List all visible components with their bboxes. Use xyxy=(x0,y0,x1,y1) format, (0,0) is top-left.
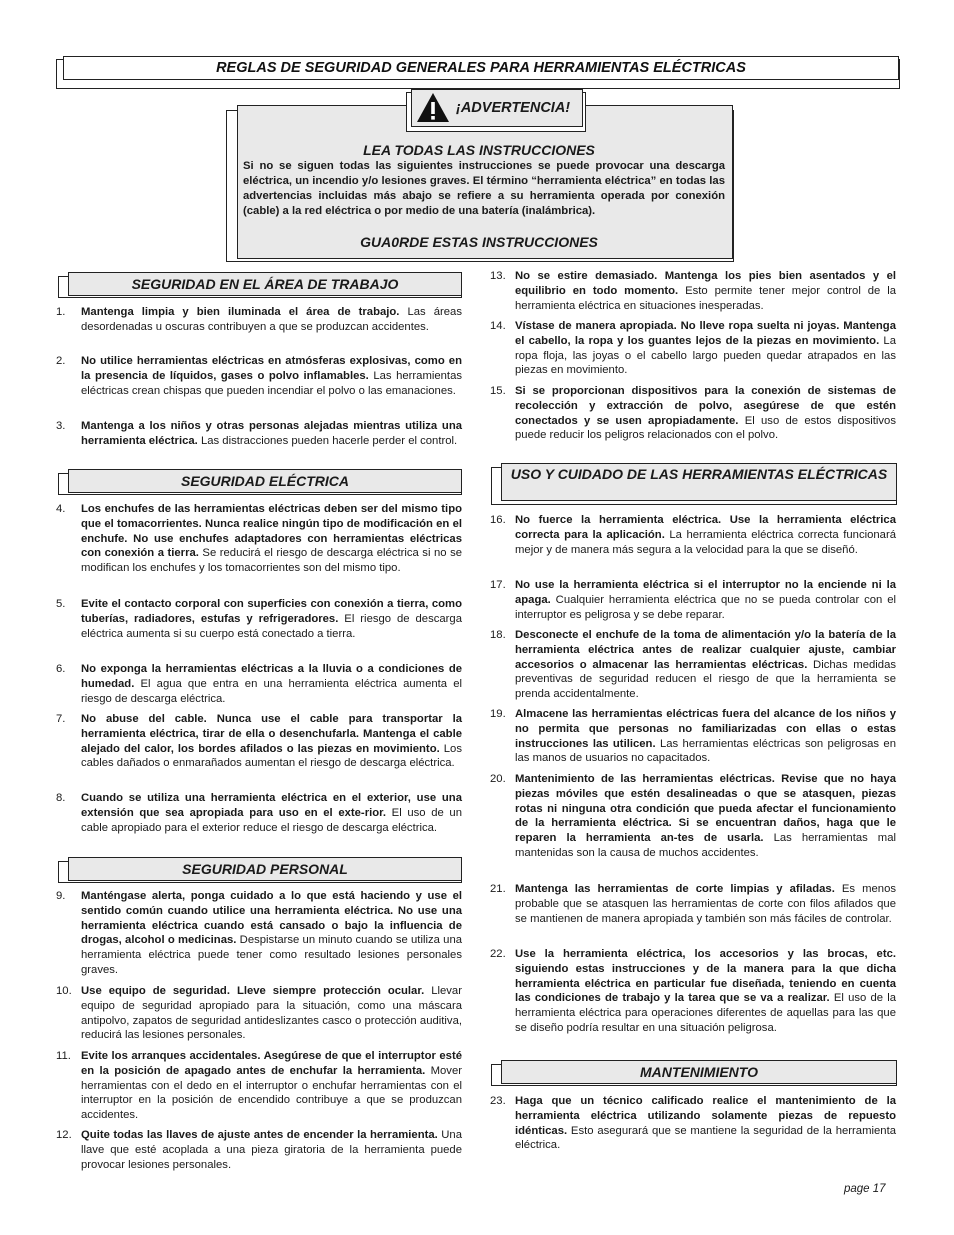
item-text: Las distracciones pueden hacerle perder el control. xyxy=(197,434,458,447)
item-text: La herramienta eléctrica correcta funcionará mejor y de manera más segura a la velocidad para la que se diseñó. xyxy=(515,528,896,556)
list-item xyxy=(56,419,462,449)
item-number: 18. xyxy=(490,629,506,641)
item-text: Esto permite tener mejor control de la herramienta eléctrica en situaciones inesperadas. xyxy=(515,284,897,312)
item-number: 6. xyxy=(56,663,66,675)
item-number: 10. xyxy=(56,985,72,997)
item-bold-text: Almacene las herramientas eléctricas fuera del alcance de los niños y no permita que personas no familiarizadas con ellas o estas instrucciones las utilicen. xyxy=(515,708,896,750)
item-text: Los cables dañados o enmarañados aumentan el riesgo de descarga eléctrica. xyxy=(81,742,462,770)
item-number: 16. xyxy=(490,514,506,526)
warning-heading: LEA TODAS LAS INSTRUCCIONES xyxy=(363,142,595,158)
item-number: 15. xyxy=(490,385,506,397)
item-text: Dichas medidas preventivas de seguridad reducen el riesgo de que la herramienta se prenda accidentalmente. xyxy=(515,658,897,701)
item-number: 23. xyxy=(490,1095,506,1107)
item-number: 4. xyxy=(56,503,66,515)
item-bold-text: Cuando se utiliza una herramienta eléctrica en el exterior, use una extensión que sea apropiada para uso en el exte-rior. xyxy=(81,792,462,819)
item-bold-text: Quite todas las llaves de ajuste antes de encender la herramienta. xyxy=(81,1129,438,1141)
list-item xyxy=(56,984,462,1043)
item-bold-text: Mantenimiento de las herramientas eléctricas. Revise que no haya piezas móviles que estén desalineadas o que se atasquen, piezas rotas ni ninguna otra condición que pueda afectar el funcionamiento de la herramienta eléctrica. Si se encuentran daños, haga que le reparen la herramienta an-tes de usarla. xyxy=(515,773,896,845)
item-number: 9. xyxy=(56,890,66,902)
list-item xyxy=(490,772,896,861)
item-number: 14. xyxy=(490,320,506,332)
item-text: El uso de estos dispositivos puede reducir los peligros relacionados con el polvo. xyxy=(515,414,896,442)
item-number: 2. xyxy=(56,355,66,367)
item-text: El riesgo de descarga eléctrica aumenta si su cuerpo está conectado a tierra. xyxy=(81,612,462,640)
item-text: Esto asegurará que se mantiene la seguridad de la herramienta eléctrica. xyxy=(515,1124,896,1152)
list-item xyxy=(490,707,896,766)
item-text: Mover herramientas con el dedo en el interruptor o enchufar herramientas con el interruptor en la posición de encendido contribuye a que se produzcan accidentes. xyxy=(81,1064,462,1122)
item-text: La ropa floja, las joyas o el cabello largo pueden quedar atrapados en las piezas en movimiento. xyxy=(515,334,896,377)
item-number: 11. xyxy=(56,1050,71,1062)
section-use-care xyxy=(491,463,897,501)
warning-label: ¡ADVERTENCIA! xyxy=(456,100,571,116)
item-text: Llevar equipo de seguridad apropiado para la situación, como una máscara antipolvo, zapatos de seguridad antideslizantes casco o protección auditiva, reducirá las lesiones personales. xyxy=(81,985,462,1042)
list-item xyxy=(490,882,896,926)
section-electrical xyxy=(58,469,462,491)
item-text: Despistarse un minuto cuando se utiliza una herramienta eléctrica puede tener como resultado lesiones personales graves. xyxy=(81,934,463,976)
item-number: 12. xyxy=(56,1129,72,1141)
list-item xyxy=(56,889,462,978)
list-item xyxy=(56,1049,462,1123)
section-title: USO Y CUIDADO DE LAS HERRAMIENTAS ELÉCTRICAS xyxy=(501,463,897,501)
section-personal xyxy=(58,857,462,879)
page-number: page 17 xyxy=(844,1183,886,1195)
item-text: Las herramientas eléctricas son peligrosas en las manos de usuarios no capacitados. xyxy=(515,737,896,765)
item-bold-text: Mantenga limpia y bien iluminada el área de trabajo. xyxy=(81,306,400,318)
list-item xyxy=(56,1128,462,1172)
item-bold-text: Los enchufes de las herramientas eléctricas deben ser del mismo tipo que el tomacorrientes. Nunca realice ningún tipo de modificación en el enchufe. No use enchufes adaptadores con herramientas eléctricas con conexión a tierra. xyxy=(81,503,462,560)
item-bold-text: Manténgase alerta, ponga cuidado a lo que está haciendo y use el sentido común cuando utilice una herramienta eléctrica. No use una herramienta eléctrica cuando está cansado o bajo la influencia de drogas, alcohol o medicinas. xyxy=(81,890,462,947)
list-item xyxy=(490,628,896,702)
item-bold-text: Si se proporcionan dispositivos para la conexión de sistemas de recolección y extracción de polvo, asegúrese de que estén conectados y se usen apropiadamente. xyxy=(515,385,896,427)
warning-tab xyxy=(406,92,586,132)
section-maintenance xyxy=(491,1060,897,1082)
list-item xyxy=(56,305,462,335)
list-item xyxy=(56,502,462,576)
item-bold-text: No exponga la herramientas eléctricas a la lluvia o a condiciones de humedad. xyxy=(81,663,462,690)
item-number: 3. xyxy=(56,420,66,432)
item-number: 1. xyxy=(56,306,66,318)
section-title: SEGURIDAD EN EL ÁREA DE TRABAJO xyxy=(68,272,462,296)
section-work-area xyxy=(58,272,462,294)
item-number: 8. xyxy=(56,792,66,804)
list-item xyxy=(56,791,462,835)
list-item xyxy=(490,384,896,443)
item-bold-text: No utilice herramientas eléctricas en atmósferas explosivas, como en la presencia de líquidos, gases o polvo inflamables. xyxy=(81,355,462,382)
item-text: Las herramientas mal mantenidas son la causa de muchos accidentes. xyxy=(515,832,896,859)
item-text: Cualquier herramienta eléctrica que no se pueda controlar con el interruptor es peligrosa y se debe reparar. xyxy=(515,593,896,621)
item-bold-text: Use equipo de seguridad. Lleve siempre protección ocular. xyxy=(81,985,425,997)
item-number: 7. xyxy=(56,713,66,725)
item-text: Se reducirá el riesgo de descarga eléctrica si no se modifican los enchufes y los tomacorrientes son del mismo tipo. xyxy=(81,547,462,575)
item-number: 20. xyxy=(490,773,506,785)
list-item xyxy=(56,597,462,641)
item-bold-text: No use la herramienta eléctrica si el interruptor no la enciende ni la apaga. xyxy=(515,579,896,606)
item-number: 21. xyxy=(490,883,506,895)
list-item xyxy=(490,319,896,378)
item-text: El uso de la herramienta eléctrica para operaciones diferentes de aquellas para las que se diseño podría resultar en una situación peligrosa. xyxy=(515,992,897,1034)
list-item xyxy=(490,578,896,622)
section-title: SEGURIDAD PERSONAL xyxy=(68,857,462,881)
item-number: 19. xyxy=(490,708,506,720)
item-bold-text: Vístase de manera apropiada. No lleve ropa suelta ni joyas. Mantenga el cabello, la ropa y los guantes lejos de la piezas en movimiento. xyxy=(515,320,896,347)
list-item xyxy=(490,947,896,1036)
item-text: El uso de un cable apropiado para el exterior reduce el riesgo de descarga eléctrica. xyxy=(81,806,462,834)
warning-footer: GUA0RDE ESTAS INSTRUCCIONES xyxy=(360,234,598,250)
item-number: 5. xyxy=(56,598,66,610)
item-bold-text: No abuse del cable. Nunca use el cable para transportar la herramienta eléctrica, tirar de ella o desenchufarla. Mantenga el cable alejado del calor, los bordes afilados o las piezas en movimiento. xyxy=(81,713,462,755)
list-item xyxy=(56,712,462,771)
item-text: Las herramientas eléctricas crean chispas que pueden incendiar el polvo o las emanaciones. xyxy=(81,369,462,397)
item-bold-text: Evite los arranques accidentales. Asegúrese de que el interruptor esté en la posición de apagado antes de enchufar la herramienta. xyxy=(81,1050,462,1077)
item-bold-text: No se estire demasiado. Mantenga los pies bien asentados y el equilibrio en todo momento. xyxy=(515,270,896,297)
item-bold-text: Use la herramienta eléctrica, los accesorios y las brocas, etc. siguiendo estas instrucciones y de la manera para la que dicha herramienta eléctrica en particular fue diseñada, teniendo en cuenta las condiciones de trabajo y la tarea que se va a realizar. xyxy=(515,948,896,1005)
item-text: Es menos probable que se atasquen las herramientas de corte con filos afilados que se mantienen de manera apropiada y también son más fáciles de controlar. xyxy=(515,883,896,925)
item-text: El agua que entra en una herramienta eléctrica aumenta el riesgo de descarga eléctrica. xyxy=(81,677,462,705)
main-title: REGLAS DE SEGURIDAD GENERALES PARA HERRAMIENTAS ELÉCTRICAS xyxy=(63,56,899,80)
list-item xyxy=(490,269,896,313)
item-bold-text: Haga que un técnico calificado realice el mantenimiento de la herramienta eléctrica utilizando solamente piezas de repuesto idénticas. xyxy=(515,1095,896,1137)
section-title: SEGURIDAD ELÉCTRICA xyxy=(68,469,462,493)
list-item xyxy=(56,662,462,706)
item-number: 22. xyxy=(490,948,506,960)
warning-triangle-icon xyxy=(416,91,450,125)
item-number: 13. xyxy=(490,270,506,282)
list-item xyxy=(56,354,462,398)
item-bold-text: Evite el contacto corporal con superficies con conexión a tierra, como tuberías, radiadores, estufas y refrigeradores. xyxy=(81,598,462,625)
item-bold-text: Desconecte el enchufe de la toma de alimentación y/o la batería de la herramienta eléctrica antes de realizar cualquier ajuste, cambiar accesorios o almacenar las herramientas eléctricas. xyxy=(515,629,896,671)
list-item xyxy=(490,1094,896,1153)
warning-body: Si no se siguen todas las siguientes instrucciones se puede provocar una descarga eléctrica, un incendio y/o lesiones graves. El término “herramienta eléctrica” en todas las advertencias incluidas más abajo se refiere a su herramienta operada por conexión (cable) a la red eléctrica o por medio de una batería (inalámbrica). xyxy=(243,160,725,217)
item-bold-text: Mantenga a los niños y otras personas alejadas mientras utiliza una herramienta eléctrica. xyxy=(81,420,462,447)
item-text: Una llave que esté acoplada a una pieza giratoria de la herramienta puede provocar lesiones personales. xyxy=(81,1129,462,1171)
item-number: 17. xyxy=(490,579,506,591)
item-bold-text: Mantenga las herramientas de corte limpias y afiladas. xyxy=(515,883,835,895)
item-bold-text: No fuerce la herramienta eléctrica. Use la herramienta eléctrica correcta para la aplicación. xyxy=(515,514,896,541)
section-title: MANTENIMIENTO xyxy=(501,1060,897,1084)
list-item xyxy=(490,513,896,557)
main-title-box xyxy=(56,59,900,89)
item-text: Las áreas desordenadas u oscuras contribuyen a que se produzcan accidentes. xyxy=(81,306,462,333)
